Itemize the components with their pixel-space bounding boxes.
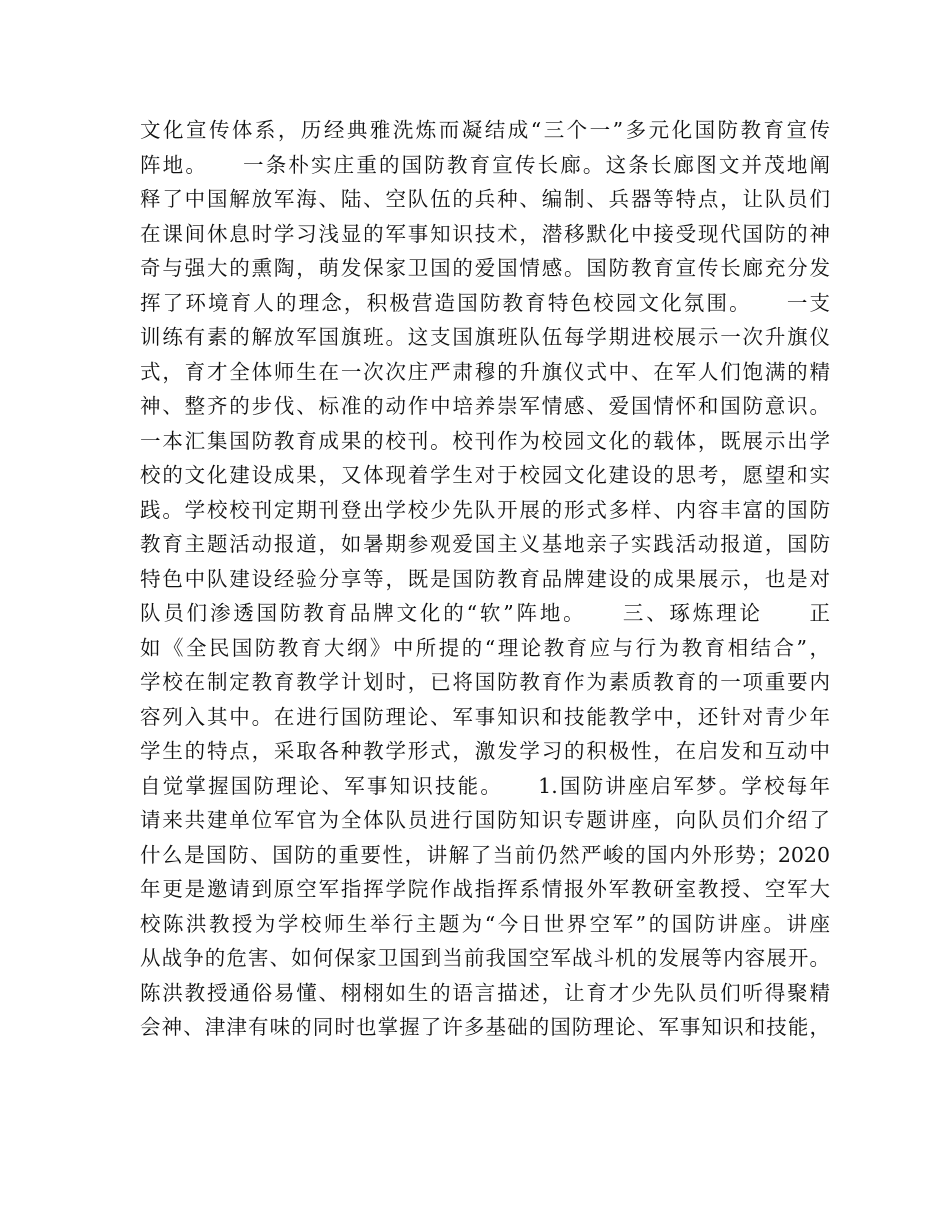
text-line-8: 式，育才全体师生在一次次庄严肃穆的升旗仪式中、在军人们饱满的精 <box>140 359 830 384</box>
text-line-13: 教育主题活动报道，如暑期参观爱国主义基地亲子实践活动报道，国防 <box>140 532 830 556</box>
text-line-6: 挥了环境育人的理念，积极营造国防教育特色校园文化氛围。 一支 <box>140 290 830 315</box>
text-line-24: 校陈洪教授为学校师生举行主题为“今日世界空军”的国防讲座。讲座 <box>140 911 830 936</box>
text-line-23: 年更是邀请到原空军指挥学院作战指挥系情报外军教研室教授、空军大 <box>140 877 830 901</box>
text-line-25: 从战争的危害、如何保家卫国到当前我国空军战斗机的发展等内容展开。 <box>140 946 830 970</box>
text-line-14: 特色中队建设经验分享等，既是国防教育品牌建设的成果展示，也是对 <box>140 566 830 591</box>
text-line-26: 陈洪教授通俗易懂、栩栩如生的语言描述，让育才少先队员们听得聚精 <box>140 980 830 1005</box>
text-line-3: 释了中国解放军海、陆、空队伍的兵种、编制、兵器等特点，让队员们 <box>140 187 830 211</box>
text-line-18: 容列入其中。在进行国防理论、军事知识和技能教学中，还针对青少年 <box>140 704 830 729</box>
text-line-16: 如《全民国防教育大纲》中所提的“理论教育应与行为教育相结合”， <box>140 635 830 660</box>
text-line-1: 文化宣传体系，历经典雅洗炼而凝结成“三个一”多元化国防教育宣传 <box>140 118 830 142</box>
body-text <box>140 113 830 1045</box>
text-line-11: 校的文化建设成果，又体现着学生对于校园文化建设的思考，愿望和实 <box>140 463 830 487</box>
text-line-19: 学生的特点，采取各种教学形式，激发学习的积极性，在启发和互动中 <box>140 739 830 763</box>
text-line-7: 训练有素的解放军国旗班。这支国旗班队伍每学期进校展示一次升旗仪 <box>140 325 830 349</box>
text-line-21: 请来共建单位军官为全体队员进行国防知识专题讲座，向队员们介绍了 <box>140 808 830 832</box>
text-line-4: 在课间休息时学习浅显的军事知识技术，潜移默化中接受现代国防的神 <box>140 221 830 246</box>
text-line-17: 学校在制定教育教学计划时，已将国防教育作为素质教育的一项重要内 <box>140 670 830 694</box>
text-line-9: 神、整齐的步伐、标准的动作中培养崇军情感、爱国情怀和国防意识。 <box>140 394 830 418</box>
text-line-22: 什么是国防、国防的重要性，讲解了当前仍然严峻的国内外形势；2020 <box>140 842 830 867</box>
text-line-5: 奇与强大的熏陶，萌发保家卫国的爱国情感。国防教育宣传长廊充分发 <box>140 256 830 280</box>
text-line-12: 践。学校校刊定期刊登出学校少先队开展的形式多样、内容丰富的国防 <box>140 497 830 522</box>
text-line-2: 阵地。 一条朴实庄重的国防教育宣传长廊。这条长廊图文并茂地阐 <box>140 152 830 177</box>
text-line-27: 会神、津津有味的同时也掌握了许多基础的国防理论、军事知识和技能， <box>140 1015 830 1039</box>
text-line-20: 自觉掌握国防理论、军事知识技能。 1.国防讲座启军梦。学校每年 <box>140 773 830 798</box>
text-line-15: 队员们渗透国防教育品牌文化的“软”阵地。 三、琢炼理论 正 <box>140 601 830 625</box>
text-line-10: 一本汇集国防教育成果的校刊。校刊作为校园文化的载体，既展示出学 <box>140 428 830 453</box>
